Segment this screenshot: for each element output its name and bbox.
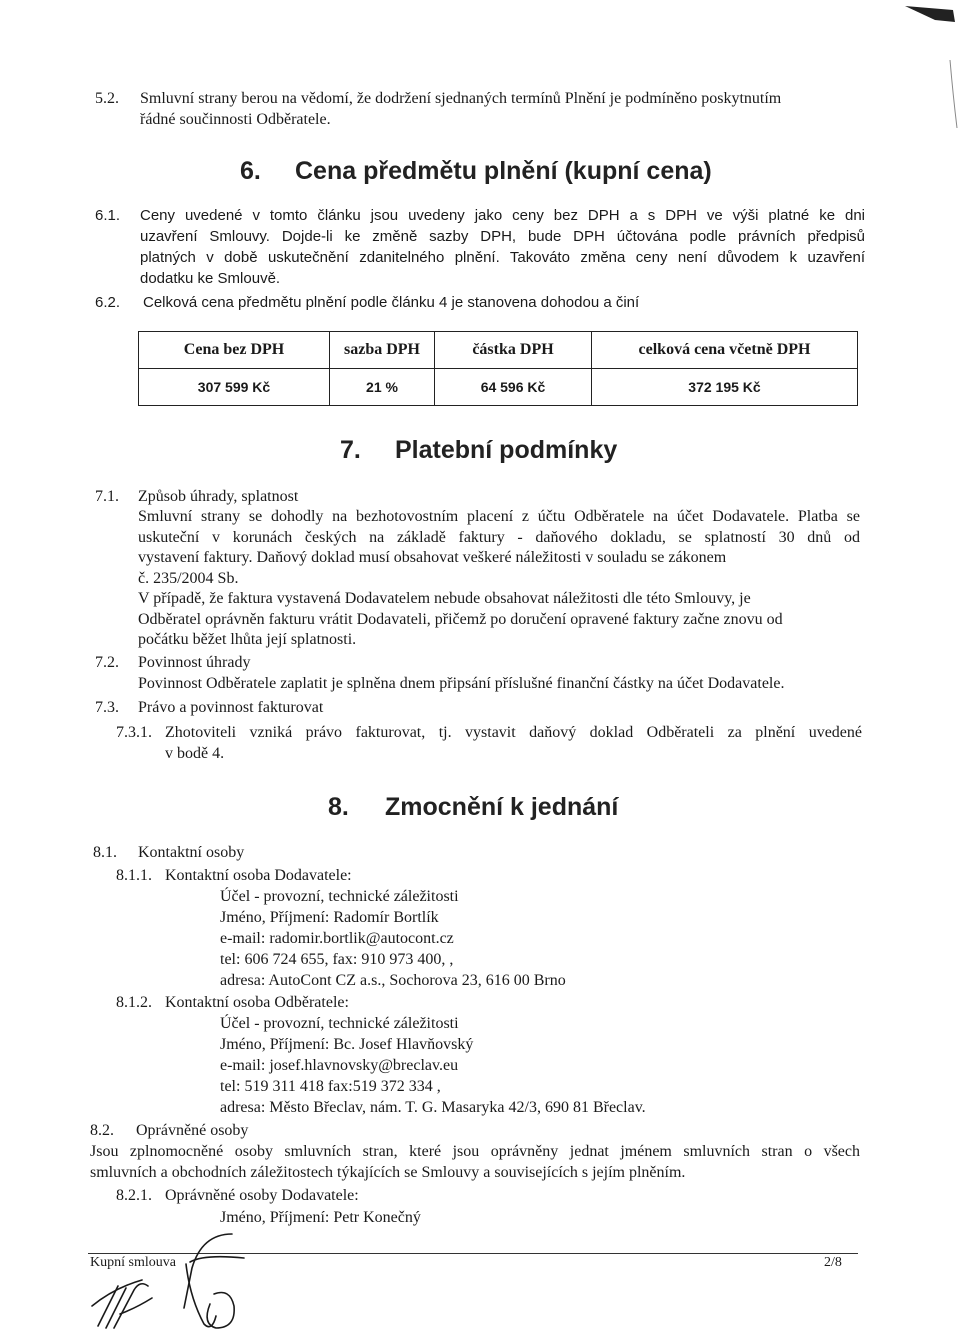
clause-7-1-line: Smluvní strany se dohodly na bezhotovostním placení z účtu Odběratele na účet Dodavatele. Platba se [138,508,860,525]
section-8-number: 8. [328,793,349,821]
table-row [139,369,858,406]
clause-7-3-1-line: Zhotoviteli vzniká právo fakturovat, tj. vystavit daňový doklad Odběrateli za plnění uvedené [165,724,862,741]
clause-7-1-line: uskuteční v korunách českých na základě faktury - daňového dokladu, se splatností 30 dnů od [138,528,860,546]
clause-title: Kontaktní osoby [138,844,245,861]
contact-line: Účel - provozní, technické záležitosti [220,888,459,905]
clause-number: 7.2. [95,654,119,671]
clause-7-2-text: Povinnost Odběratele zaplatit je splněna dnem připsání příslušné finanční částky na účet Dodavatele. [138,675,785,692]
clause-title: Povinnost úhrady [138,654,251,671]
table-cell: 372 195 Kč [592,369,858,406]
column-header: celková cena včetně DPH [592,332,858,369]
contact-line: e-mail: radomir.bortlik@autocont.cz [220,930,454,947]
clause-number: 7.3. [95,699,119,716]
clause-5-2-line: Smluvní strany berou na vědomí, že dodržení sjednaných termínů Plnění je podmíněno poskytnutím [140,90,782,107]
clause-title: Kontaktní osoba Odběratele: [165,994,349,1011]
clause-6-1-line: dodatku ke Smlouvě. [140,270,281,287]
clause-number: 6.2. [95,294,121,311]
contact-line: Jméno, Příjmení: Radomír Bortlík [220,909,439,926]
contact-line: adresa: AutoCont CZ a.s., Sochorova 23, 616 00 Brno [220,972,566,989]
footer-document-title: Kupní smlouva [90,1255,176,1270]
scan-edge-mark [895,0,960,130]
clause-title: Oprávněné osoby [136,1122,249,1139]
clause-number: 6.1. [95,207,121,224]
handwritten-signature-icon [84,1228,264,1336]
clause-number: 5.2. [95,90,119,107]
clause-6-1-line: Ceny uvedené v tomto článku jsou uvedeny jako ceny bez DPH a s DPH ve výši platné ke dni [140,207,865,224]
table-cell: 21 % [330,369,435,406]
clause-number: 8.1.1. [116,867,152,884]
section-6-title: Cena předmětu plnění (kupní cena) [295,157,712,185]
clause-6-2-text: Celková cena předmětu plnění podle článku 4 je stanovena dohodou a činí [143,294,640,311]
clause-6-1-line: uzavření Smlouvy. Dojde-li ke změně sazby DPH, bude DPH účtována podle právních předpisů [140,228,865,245]
section-7-number: 7. [340,436,361,464]
clause-title: Oprávněné osoby Dodavatele: [165,1187,359,1204]
clause-7-1-line: počátku běžet lhůta její splatnosti. [138,631,357,648]
clause-title: Způsob úhrady, splatnost [138,488,299,505]
clause-8-2-text [90,1141,860,1183]
contact-line: adresa: Město Břeclav, nám. T. G. Masaryka 42/3, 690 81 Břeclav. [220,1099,646,1116]
clause-number: 7.1. [95,488,119,505]
clause-5-2-line: řádné součinnosti Odběratele. [140,111,331,128]
table-cell: 64 596 Kč [435,369,592,406]
contact-line: tel: 606 724 655, fax: 910 973 400, , [220,951,454,968]
contact-line: Jméno, Příjmení: Petr Konečný [220,1209,421,1226]
clause-8-2-line: smluvních a obchodních záležitostech týkajících se Smlouvy a souvisejících s jejím plněním. [90,1164,686,1181]
clause-number: 8.2. [90,1122,114,1139]
column-header: Cena bez DPH [139,332,330,369]
clause-7-1-line: č. 235/2004 Sb. [138,569,239,587]
contact-line: Jméno, Příjmení: Bc. Josef Hlavňovský [220,1036,474,1053]
clause-7-1-line: vystavení faktury. Daňový doklad musí obsahovat veškeré náležitosti v souladu se zákonem [138,549,727,566]
clause-6-1-line: platných v době uskutečnění zdanitelného plnění. Takováto změna ceny není důvodem k uzavření [140,249,865,266]
section-8-title: Zmocnění k jednání [385,793,619,821]
section-6-number: 6. [240,157,261,185]
clause-number: 8.2.1. [116,1187,152,1204]
contact-line: Účel - provozní, technické záležitosti [220,1015,459,1032]
column-header: sazba DPH [330,332,435,369]
contact-line: e-mail: josef.hlavnovsky@breclav.eu [220,1057,459,1074]
clause-8-2-line: Jsou zplnomocněné osoby smluvních stran, které jsou oprávněny jednat jménem smluvních stran o všech [90,1143,860,1160]
clause-title: Kontaktní osoba Dodavatele: [165,867,352,884]
table-cell: 307 599 Kč [139,369,330,406]
clause-7-1-line: Odběratel oprávněn fakturu vrátit Dodavateli, přičemž po doručení opravené faktury začne znovu od [138,610,783,628]
page-number: 2/8 [824,1255,842,1270]
clause-number: 8.1.2. [116,994,152,1011]
price-table [138,331,858,406]
clause-6-1-text [140,205,865,289]
section-7-title: Platební podmínky [395,436,618,464]
clause-title: Právo a povinnost fakturovat [138,699,324,716]
column-header: částka DPH [435,332,592,369]
table-header-row [139,332,858,369]
clause-number: 7.3.1. [116,724,152,741]
clause-number: 8.1. [93,844,117,861]
clause-7-1-text [138,507,860,651]
clause-7-3-1-text [165,722,862,764]
clause-7-1-line: V případě, že faktura vystavená Dodavatelem nebude obsahovat náležitosti dle této Smlouvy, je [138,590,751,607]
contact-line: tel: 519 311 418 fax:519 372 334 , [220,1078,441,1095]
clause-7-3-1-line: v bodě 4. [165,745,225,762]
